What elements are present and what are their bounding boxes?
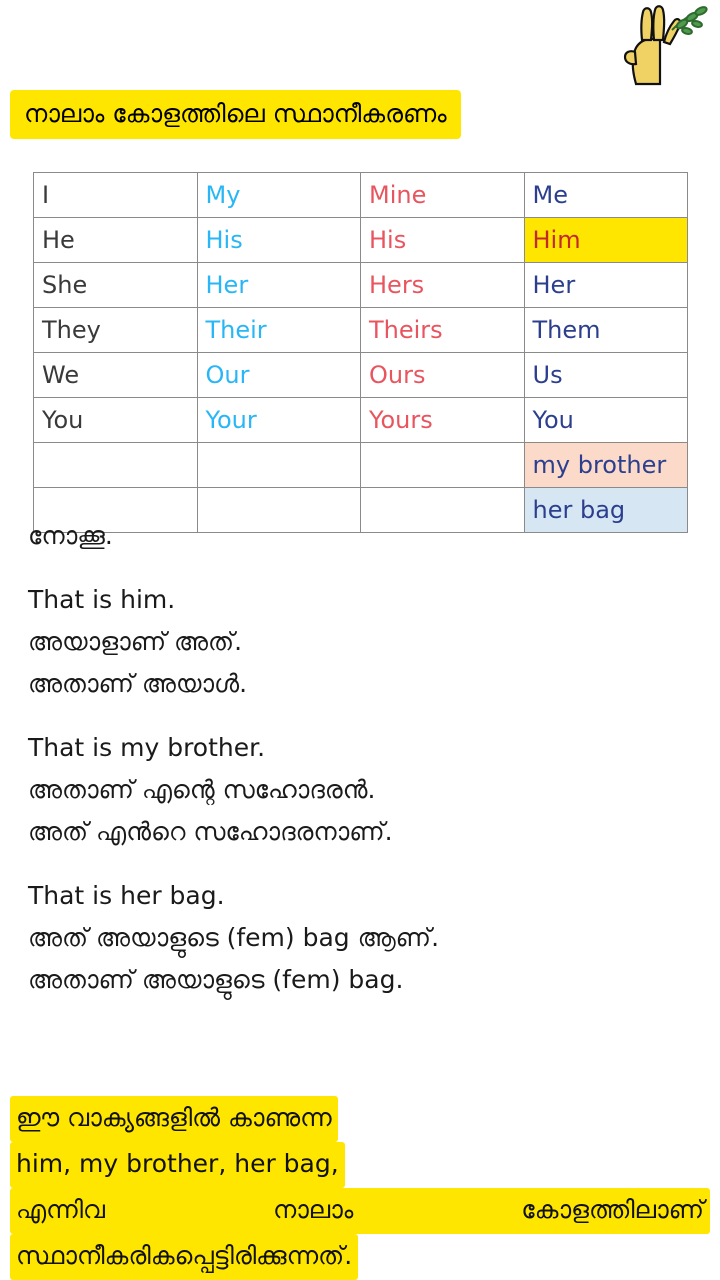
cell-object: Us (524, 353, 688, 398)
cell-possessive-adj (197, 443, 361, 488)
example-3-english: That is her bag. (28, 881, 225, 910)
cell-possessive-adj: Your (197, 398, 361, 443)
summary-highlight-block (10, 1096, 710, 1280)
example-2-english: That is my brother. (28, 733, 266, 762)
cell-possessive-adj: His (197, 218, 361, 263)
cell-possessive-adj: Her (197, 263, 361, 308)
cell-object-example: her bag (524, 488, 688, 533)
example-2-malayalam-a: അതാണ് എന്റെ സഹോദരൻ. (28, 775, 376, 804)
lesson-body (28, 515, 698, 1001)
table-row (34, 443, 688, 488)
cell-possessive-adj: My (197, 173, 361, 218)
cell-object: Her (524, 263, 688, 308)
table-row (34, 353, 688, 398)
pronoun-table-container (33, 172, 688, 533)
cell-subject: You (34, 398, 198, 443)
page-title: നാലാം കോളത്തിലെ സ്ഥാനീകരണം (10, 90, 461, 139)
cell-object: You (524, 398, 688, 443)
spacer (28, 853, 698, 875)
summary-line-4: സ്ഥാനീകരികപ്പെട്ടിരിക്കുന്നത്. (10, 1234, 710, 1280)
cell-possessive-pronoun: Theirs (361, 308, 525, 353)
cell-possessive-pronoun: Ours (361, 353, 525, 398)
example-1-malayalam-a: അയാളാണ് അത്. (28, 627, 243, 656)
cell-subject: They (34, 308, 198, 353)
cell-subject: I (34, 173, 198, 218)
table-row (34, 308, 688, 353)
table-row (34, 173, 688, 218)
pronoun-table (33, 172, 688, 533)
cell-possessive-pronoun: His (361, 218, 525, 263)
cell-subject: She (34, 263, 198, 308)
table-row (34, 263, 688, 308)
cell-subject (34, 443, 198, 488)
cell-possessive-adj: Their (197, 308, 361, 353)
example-3-malayalam-a: അത് അയാളുടെ (fem) bag ആണ്. (28, 923, 440, 952)
instruction-line: നോക്കൂ. (28, 521, 113, 550)
example-2-malayalam-b: അത് എന്‍റെ സഹോദരനാണ്. (28, 817, 393, 846)
cell-possessive-pronoun: Mine (361, 173, 525, 218)
spacer (28, 705, 698, 727)
cell-object-highlighted: Him (524, 218, 688, 263)
cell-possessive-pronoun: Yours (361, 398, 525, 443)
table-row (34, 218, 688, 263)
example-3-malayalam-b: അതാണ് അയാളുടെ (fem) bag. (28, 965, 404, 994)
table-row (34, 398, 688, 443)
example-1-malayalam-b: അതാണ് അയാൾ. (28, 669, 248, 698)
cell-possessive-adj: Our (197, 353, 361, 398)
spacer (28, 557, 698, 579)
cell-subject: We (34, 353, 198, 398)
example-1-english: That is him. (28, 585, 176, 614)
summary-line-3: എന്നിവ നാലാം കോളത്തിലാണ് (10, 1188, 710, 1234)
cell-subject: He (34, 218, 198, 263)
hand-holding-olive-branch-emblem (602, 0, 712, 90)
cell-object: Me (524, 173, 688, 218)
cell-possessive-pronoun: Hers (361, 263, 525, 308)
cell-possessive-pronoun (361, 443, 525, 488)
summary-line-1: ഈ വാക്യങ്ങളിൽ കാണുന്ന (10, 1096, 710, 1142)
cell-object-example: my brother (524, 443, 688, 488)
summary-line-2: him, my brother, her bag, (10, 1142, 710, 1188)
cell-object: Them (524, 308, 688, 353)
